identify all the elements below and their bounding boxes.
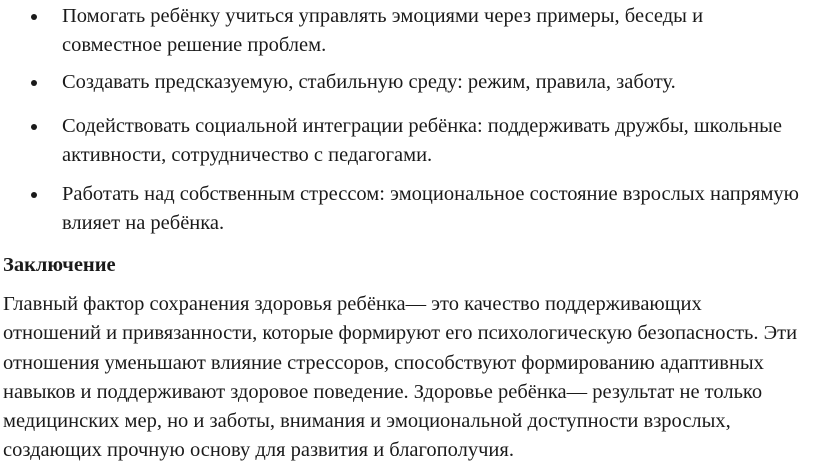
list-item-text: [62, 112, 814, 171]
paragraph-line: отношения уменьшают влияние стрессоров, способствуют формированию адаптивных: [3, 351, 764, 374]
paragraph-line: Главный фактор сохранения здоровья ребёнка— это качество поддерживающих: [3, 293, 702, 315]
paragraph-line: создающих прочную основу для развития и благополучия.: [3, 439, 514, 462]
section-heading: Заключение: [3, 254, 116, 276]
bullet-icon: [31, 14, 37, 20]
list-item-line: Содействовать социальной интеграции ребёнка: поддерживать дружбы, школьные: [62, 115, 782, 137]
list-item-line: Помогать ребёнку учиться управлять эмоциями через примеры, беседы и: [62, 5, 704, 27]
list-item-text: [62, 2, 814, 61]
bullet-icon: [31, 192, 37, 198]
list-item-line: влияет на ребёнка.: [62, 212, 225, 235]
list-item-text: [62, 68, 814, 97]
paragraph-line: отношений и привязанности, которые формируют его психологическую безопасность. Эти: [3, 322, 798, 345]
list-item-line: Работать над собственным стрессом: эмоциональное состояние взрослых напрямую: [62, 183, 799, 205]
paragraph-line: навыков и поддерживают здоровое поведение. Здоровье ребёнка— результат не только: [3, 380, 763, 403]
list-item-line: совместное решение проблем.: [62, 34, 327, 57]
bullet-icon: [31, 80, 37, 86]
list-item-line: активности, сотрудничество с педагогами.: [62, 144, 433, 167]
list-item-text: [62, 180, 814, 239]
bullet-icon: [31, 124, 37, 130]
paragraph-line: медицинских мер, но и заботы, внимания и эмоциональной доступности взрослых,: [3, 410, 731, 433]
list-item-line: Создавать предсказуемую, стабильную среду: режим, правила, заботу.: [62, 71, 676, 93]
conclusion-paragraph: [3, 290, 815, 466]
